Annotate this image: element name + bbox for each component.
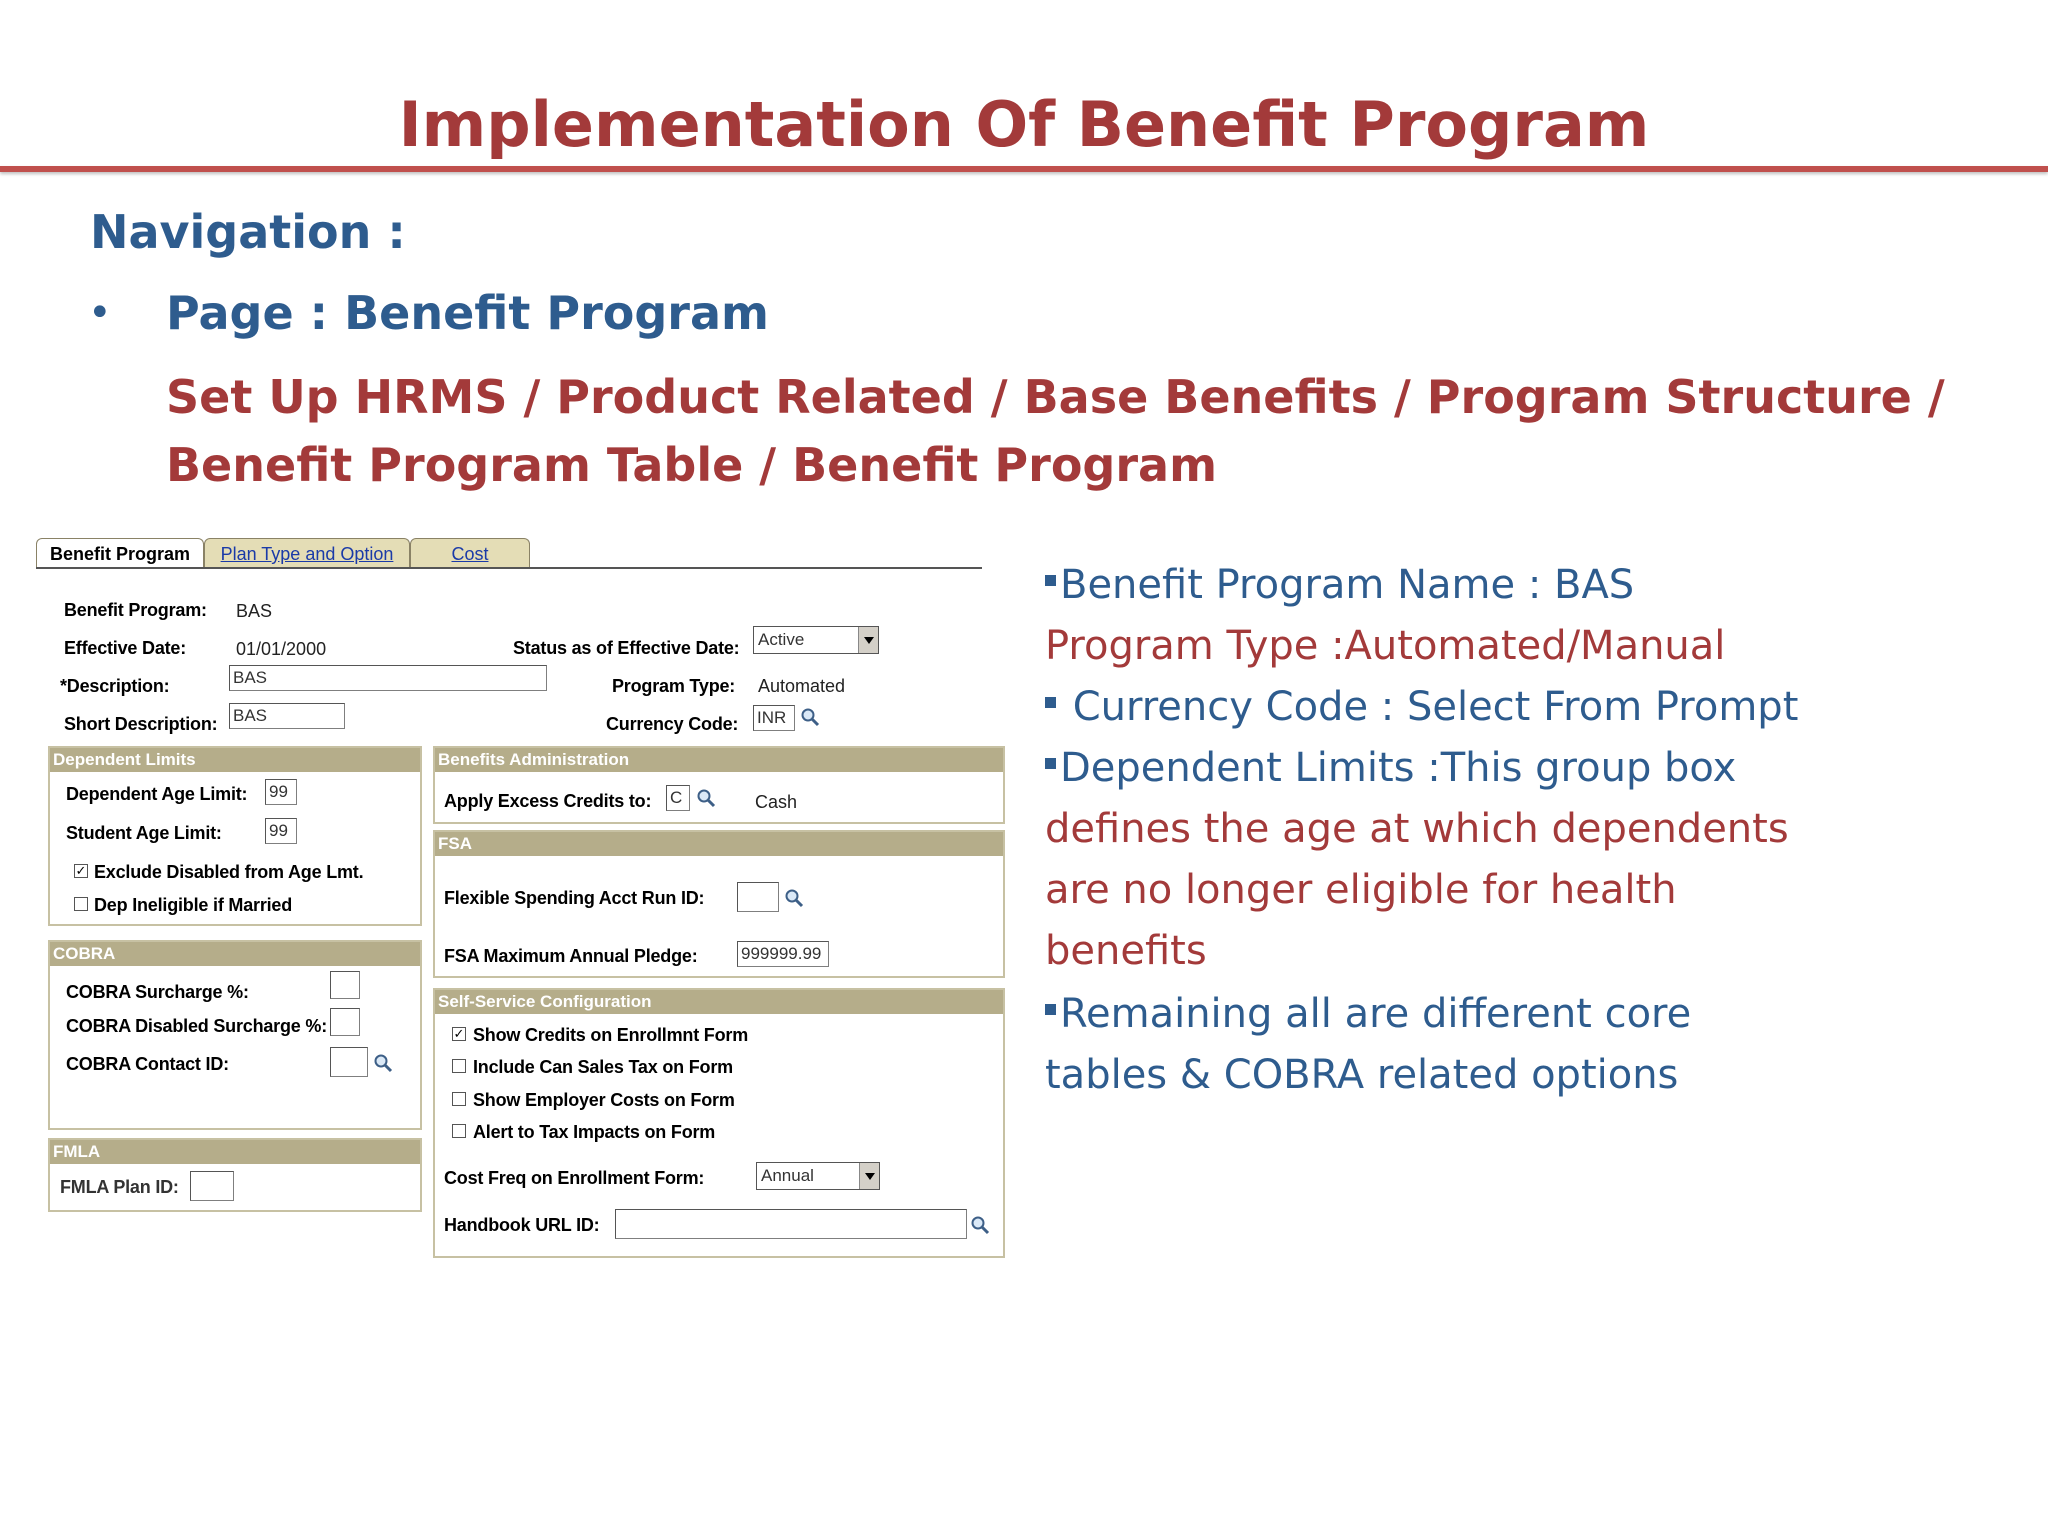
student-age-limit-input[interactable]: 99 [265,818,297,844]
short-description-label: Short Description: [64,714,218,734]
slide-title: Implementation Of Benefit Program [398,88,1650,161]
navigation-page: Page : Benefit Program [166,286,769,340]
show-employer-costs-checkbox[interactable] [452,1092,466,1106]
benefit-program-label: Benefit Program: [64,600,207,620]
navigation-path-line-2: Benefit Program Table / Benefit Program [166,438,1218,492]
benefits-administration-header: Benefits Administration [435,748,1003,772]
dependent-limits-header: Dependent Limits [50,748,420,772]
fmla-plan-id-label: FMLA Plan ID: [60,1177,179,1197]
effective-date-label: Effective Date: [64,638,187,658]
note-text: Benefit Program Name : BAS [1060,562,1635,608]
program-type-label: Program Type: [612,676,736,696]
exclude-disabled-checkbox[interactable]: ✓ [75,863,87,878]
status-value: Active [758,630,805,649]
effective-date-value: 01/01/2000 [236,639,327,659]
note-dependent-limits [1045,745,1736,791]
currency-code-input[interactable]: INR [753,705,795,731]
note-remaining-2: tables & COBRA related options [1045,1052,1679,1098]
fsa-run-id-lookup-icon[interactable] [784,888,804,908]
title-divider [0,166,2048,172]
dependent-age-limit-label: Dependent Age Limit: [66,784,248,804]
show-credits-label: Show Credits on Enrollmnt Form [473,1025,749,1045]
dep-ineligible-label: Dep Ineligible if Married [94,895,293,915]
short-description-input[interactable]: BAS [229,703,345,729]
fsa-run-id-input[interactable] [737,882,779,912]
cobra-disabled-surcharge-input[interactable] [330,1008,360,1036]
status-select[interactable] [753,626,879,654]
note-dependent-limits-2: defines the age at which dependents [1045,806,1789,852]
currency-code-label: Currency Code: [606,714,739,734]
cobra-contact-lookup-icon[interactable] [373,1053,393,1073]
note-dependent-limits-4: benefits [1045,928,1207,974]
note-text: Currency Code : Select From Prompt [1060,684,1799,730]
note-program-type: Program Type :Automated/Manual [1045,623,1726,669]
apply-excess-lookup-icon[interactable] [696,788,716,808]
self-service-configuration-header: Self-Service Configuration [435,990,1003,1014]
currency-code-lookup-icon[interactable] [800,707,820,727]
apply-excess-credits-description: Cash [755,792,798,812]
bullet-icon: • [88,290,112,336]
show-employer-costs-label: Show Employer Costs on Form [473,1090,735,1110]
description-label: *Description: [60,676,170,696]
benefit-program-value: BAS [236,601,273,621]
benefits-administration-group [433,746,1005,824]
square-bullet-icon [1045,758,1056,769]
fmla-plan-id-input[interactable] [190,1171,234,1201]
note-program-name [1045,562,1634,608]
description-input[interactable]: BAS [229,665,547,691]
cobra-surcharge-label: COBRA Surcharge %: [66,982,249,1002]
cobra-disabled-surcharge-label: COBRA Disabled Surcharge %: [66,1016,327,1036]
status-label: Status as of Effective Date: [513,638,740,658]
note-remaining [1045,991,1691,1037]
note-dependent-limits-3: are no longer eligible for health [1045,867,1677,913]
cost-freq-label: Cost Freq on Enrollment Form: [444,1168,705,1188]
tab-baseline [36,567,982,569]
dep-ineligible-checkbox[interactable] [74,897,88,911]
program-type-value: Automated [758,676,846,696]
square-bullet-icon [1045,697,1056,708]
fmla-group [48,1138,422,1212]
note-currency-code [1045,684,1798,730]
student-age-limit-label: Student Age Limit: [66,823,222,843]
cobra-surcharge-input[interactable] [330,971,360,999]
square-bullet-icon [1045,1004,1056,1015]
include-sales-tax-label: Include Can Sales Tax on Form [473,1057,733,1077]
cost-freq-value: Annual [761,1166,814,1185]
cobra-contact-id-input[interactable] [330,1047,368,1077]
tab-cost[interactable]: Cost [410,538,530,568]
handbook-url-label: Handbook URL ID: [444,1215,600,1235]
exclude-disabled-label: Exclude Disabled from Age Lmt. [94,862,364,882]
navigation-path-line-1: Set Up HRMS / Product Related / Base Benefits / Program Structure / [166,370,1945,424]
tab-benefit-program[interactable]: Benefit Program [36,538,204,568]
cobra-contact-id-label: COBRA Contact ID: [66,1054,229,1074]
cost-freq-select[interactable] [756,1162,880,1190]
square-bullet-icon [1045,575,1056,586]
fmla-header: FMLA [50,1140,420,1164]
fsa-header: FSA [435,832,1003,856]
alert-tax-impacts-checkbox[interactable] [452,1124,466,1138]
fsa-max-pledge-input[interactable]: 999999.99 [737,941,829,967]
handbook-url-input[interactable] [615,1209,967,1239]
apply-excess-credits-label: Apply Excess Credits to: [444,791,652,811]
show-credits-checkbox[interactable]: ✓ [453,1026,465,1041]
apply-excess-credits-input[interactable]: C [666,785,690,811]
fsa-run-id-label: Flexible Spending Acct Run ID: [444,888,705,908]
dependent-age-limit-input[interactable]: 99 [265,779,297,805]
note-text: Dependent Limits :This group box [1060,745,1737,791]
fsa-max-pledge-label: FSA Maximum Annual Pledge: [444,946,698,966]
dropdown-arrow-icon[interactable] [859,1163,879,1189]
alert-tax-impacts-label: Alert to Tax Impacts on Form [473,1122,716,1142]
note-text: Remaining all are different core [1060,991,1692,1037]
handbook-url-lookup-icon[interactable] [970,1215,990,1235]
include-sales-tax-checkbox[interactable] [452,1059,466,1073]
cobra-header: COBRA [50,942,420,966]
navigation-heading: Navigation : [90,205,406,259]
dropdown-arrow-icon[interactable] [858,627,878,653]
tab-plan-type-and-option[interactable]: Plan Type and Option [204,538,410,568]
